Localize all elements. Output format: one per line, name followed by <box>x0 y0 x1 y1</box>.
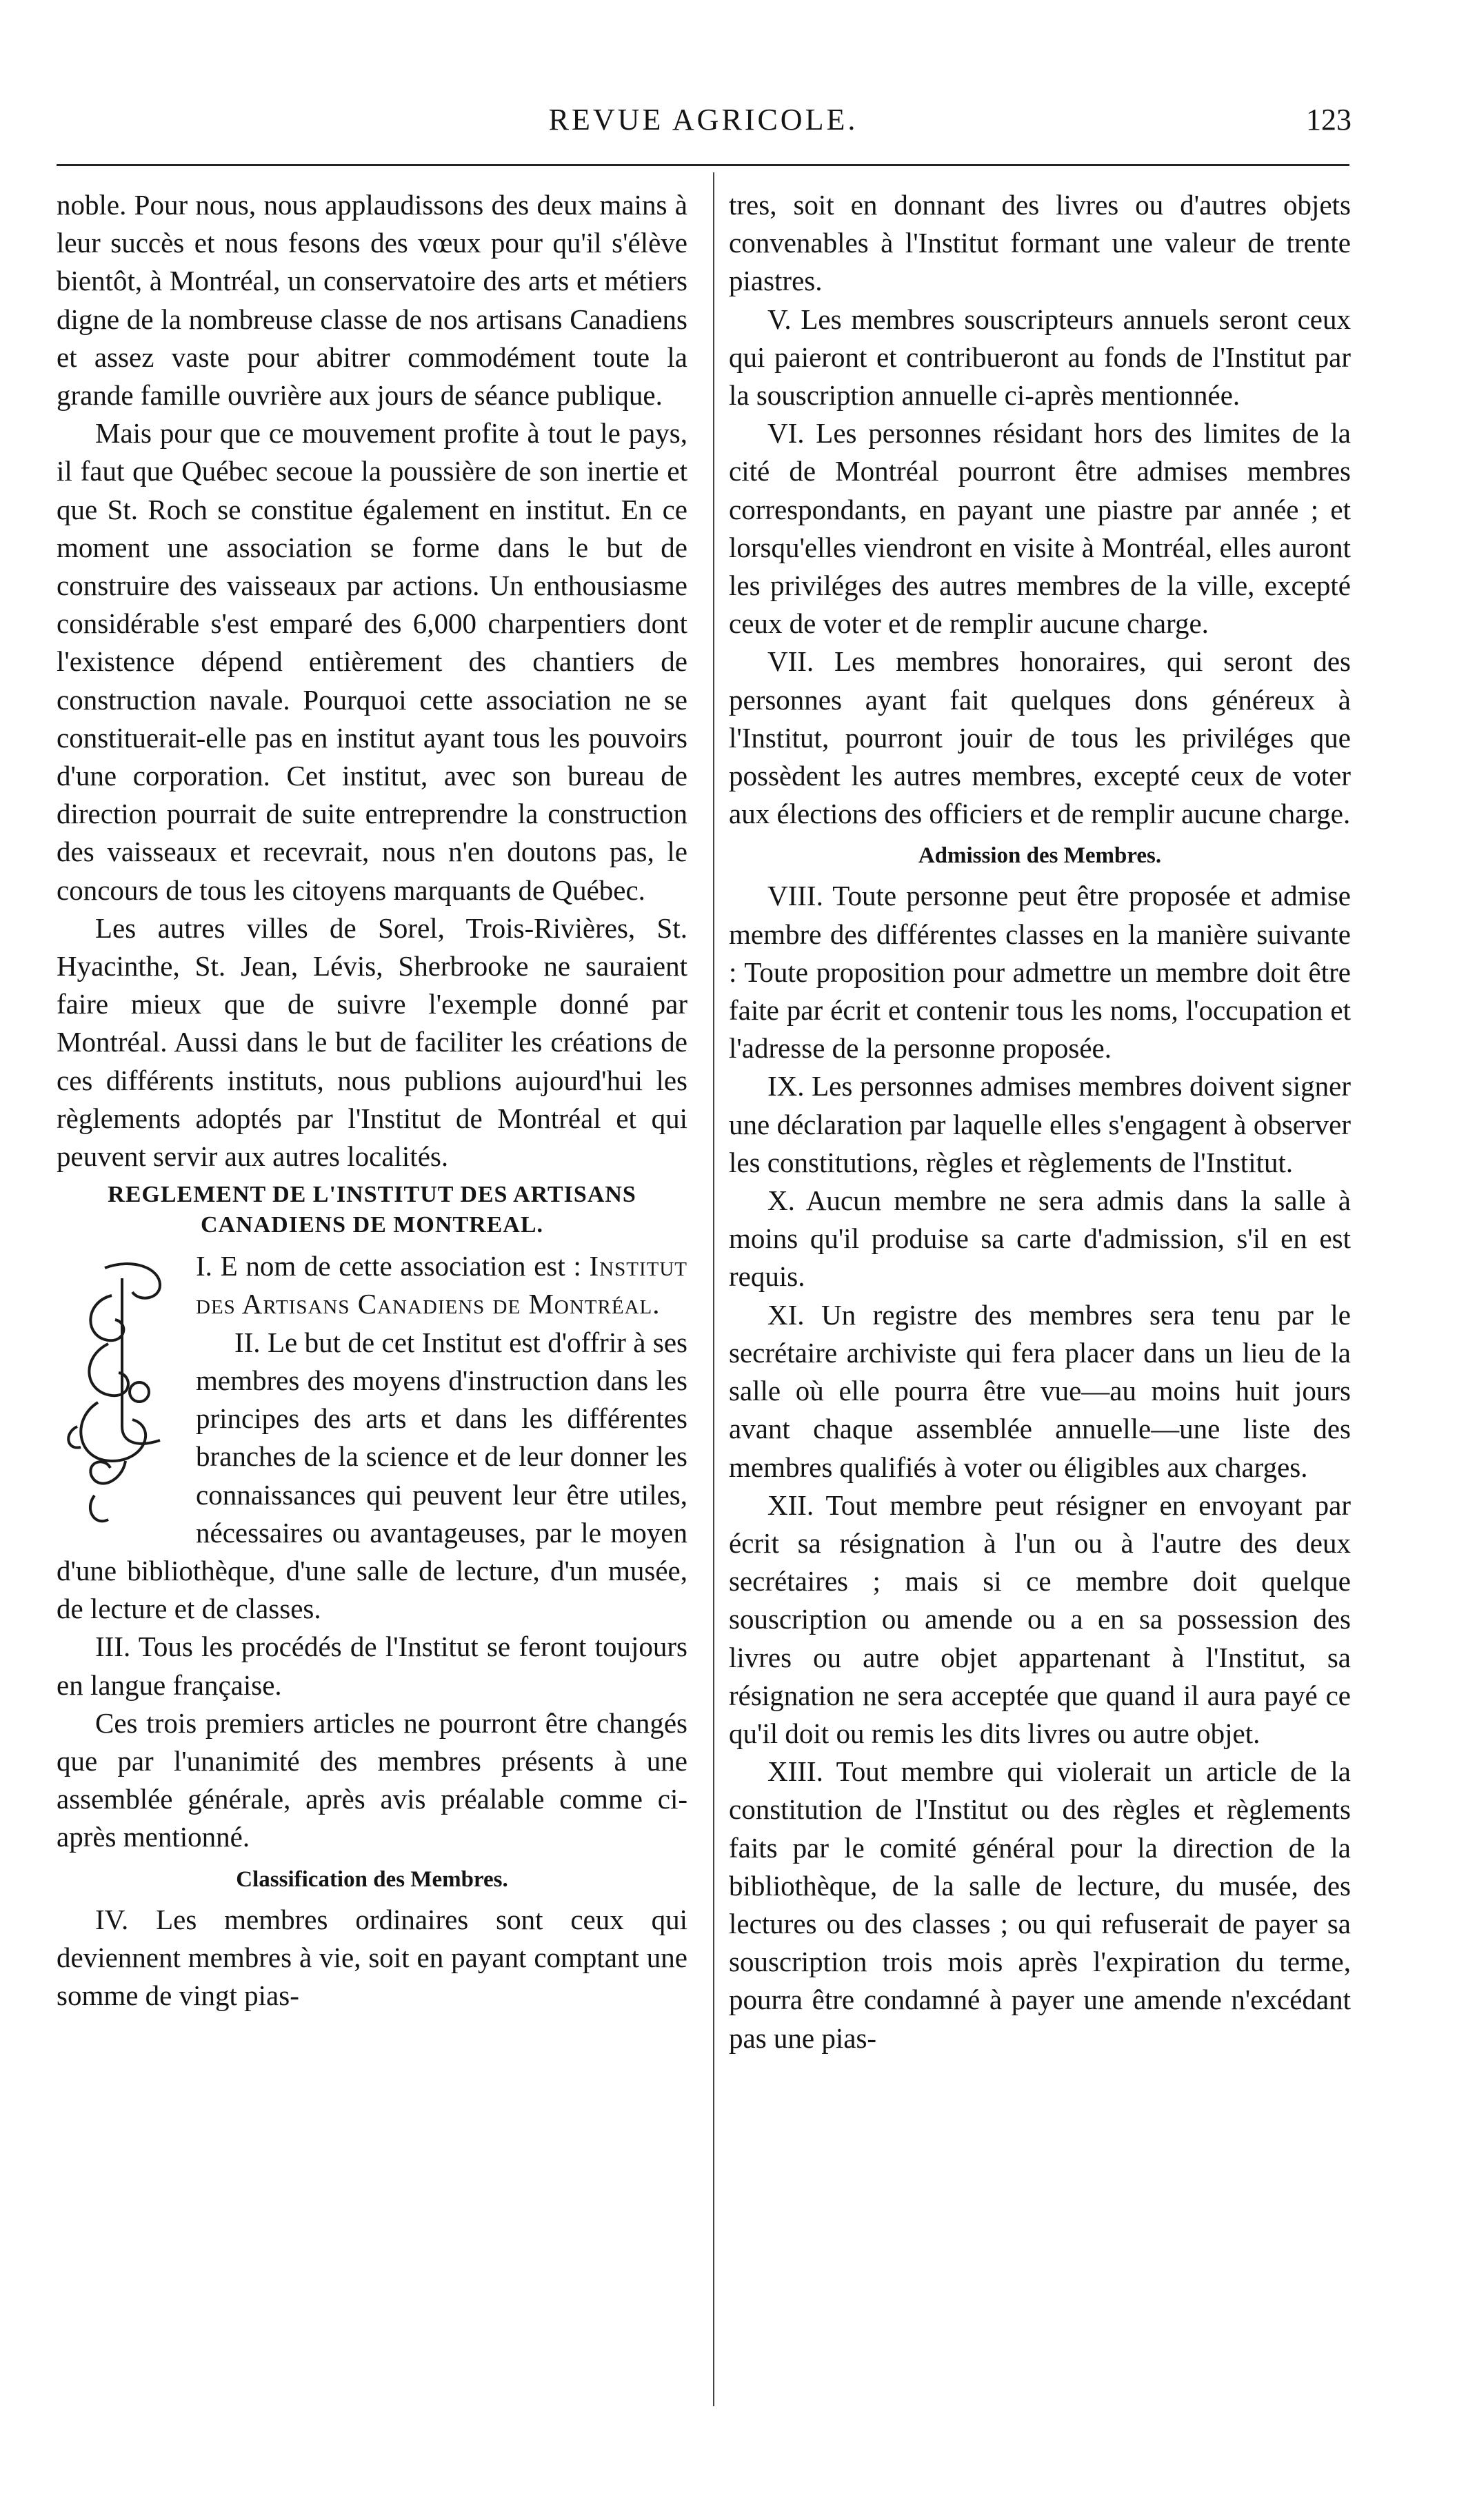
article-1-numeral: I. <box>196 1250 212 1282</box>
article-12: XII. Tout membre peut résigner en envoyant par écrit sa résignation à l'un ou à l'autre des deux secrétaires ; mais si ce membre doit quelque souscription ou amende ou a en sa possession des livres ou autre objet appartenant à l'Institut, sa résignation ne sera acceptée que quand il aura payé ce qu'il doit ou remis les dits livres ou autre objet. <box>729 1489 1351 1749</box>
reglement-heading: REGLEMENT DE L'INSTITUT DES ARTISANS CANADIENS DE MONTREAL. <box>108 1182 636 1238</box>
admission-heading: Admission des Membres. <box>918 843 1162 869</box>
article-8: VIII. Toute personne peut être proposée et admise membre des différentes classes en la manière suivante : Toute proposition pour admettre un membre doit être faite par écrit et contenir tous les noms, l'occupation et l'adresse de la personne proposée. <box>729 880 1351 1065</box>
article-4: IV. Les membres ordinaires sont ceux qui deviennent membres à vie, soit en payant comptant une somme de vingt pias- <box>57 1903 687 2011</box>
classification-heading: Classification des Membres. <box>236 1866 508 1892</box>
article-1-text: E nom de cette association est : <box>220 1250 581 1282</box>
article-3-note: Ces trois premiers articles ne pourront être changés que par l'unanimité des membres présents à une assemblée générale, après avis préalable comme ci-après mentionné. <box>57 1706 687 1853</box>
article-10: X. Aucun membre ne sera admis dans la salle à moins qu'il produise sa carte d'admission, s'il en est requis. <box>729 1185 1351 1293</box>
header-rule <box>57 164 1349 166</box>
article-4-continued: tres, soit en donnant des livres ou d'autres objets convenables à l'Institut formant une valeur de trente piastres. <box>729 189 1351 297</box>
ornamental-initial-l-icon <box>57 1254 186 1530</box>
paragraph: noble. Pour nous, nous applaudissons des deux mains à leur succès et nous fesons des vœux pour qu'il s'élève bientôt, à Montréal, un conservatoire des arts et métiers digne de la nombreuse classe de nos artisans Canadiens et assez vaste pour abitrer commodément toute la grande famille ouvrière aux jours de séance publique. <box>57 189 687 412</box>
page-number: 123 <box>1306 103 1352 137</box>
article-3: III. Tous les procédés de l'Institut se feront toujours en langue française. <box>57 1631 687 1701</box>
article-2: II. Le but de cet Institut est d'offrir à ses membres des moyens d'instruction dans les principes des arts et dans les différentes branches de la science et de leur donner les connaissances qui peuvent leur être utiles, nécessaires ou avantageuses, par le moyen d'une bibliothèque, d'une salle de lecture, d'un musée, de lecture et de classes. <box>57 1326 687 1625</box>
article-7: VII. Les membres honoraires, qui seront des personnes ayant fait quelques dons généreux à l'Institut, pourront jouir de tous les priviléges que possèdent les autres membres, excepté ceux de voter aux élections des officiers et de remplir aucune charge. <box>729 645 1351 830</box>
institute-name: Institut des Artisans Canadiens de Montréal. <box>196 1250 687 1320</box>
article-5: V. Les membres souscripteurs annuels seront ceux qui paieront et contribueront au fonds de l'Institut par la souscription annuelle ci-après mentionnée. <box>729 303 1351 412</box>
paragraph: Mais pour que ce mouvement profite à tout le pays, il faut que Québec secoue la poussière de son inertie et que St. Roch se constitue également en institut. En ce moment une association se forme dans le but de construire des vaisseaux par actions. Un enthousiasme considérable s'est emparé des 6,000 charpentiers dont l'existence dépend entièrement des chantiers de construction navale. Pourquoi cette association ne se constituerait-elle pas en institut ayant tous les pouvoirs d'une corporation. Cet institut, avec son bureau de direction pourrait de suite entreprendre la construction des vaisseaux et recevrait, nous n'en doutons pas, le concours de tous les citoyens marquants de Québec. <box>57 417 687 906</box>
article-1-block <box>57 1247 687 1628</box>
article-6: VI. Les personnes résidant hors des limites de la cité de Montréal pourront être admises membres correspondants, en payant une piastre par année ; et lorsqu'elles viendront en visite à Montréal, elles auront les priviléges des autres membres de la ville, excepté ceux de voter et de remplir aucune charge. <box>729 417 1351 640</box>
running-title: REVUE AGRICOLE. <box>548 103 858 137</box>
column-divider <box>713 172 714 2406</box>
running-header <box>55 97 1352 145</box>
article-13: XIII. Tout membre qui violerait un article de la constitution de l'Institut ou des règles et règlements faits par le comité général pour la direction de la bibliothèque, de la salle de lecture, du musée, des lectures ou des classes ; ou qui refuserait de payer sa souscription trois mois après l'expiration du terme, pourra être condamné à payer une amende n'excédant pas une pias- <box>729 1755 1351 2054</box>
left-column <box>57 186 687 2015</box>
right-column <box>729 186 1351 2057</box>
article-9: IX. Les personnes admises membres doivent signer une déclaration par laquelle elles s'engagent à observer les constitutions, règles et règlements de l'Institut. <box>729 1070 1351 1178</box>
paragraph: Les autres villes de Sorel, Trois-Rivières, St. Hyacinthe, St. Jean, Lévis, Sherbrooke ne sauraient faire mieux que de suivre l'exemple donné par Montréal. Aussi dans le but de faciliter les créations de ces différents instituts, nous publions aujourd'hui les règlements adoptés par l'Institut de Montréal et qui peuvent servir aux autres localités. <box>57 911 687 1173</box>
article-11: XI. Un registre des membres sera tenu par le secrétaire archiviste qui fera placer dans un lieu de la salle où elle pourra être vue—au moins huit jours avant chaque assemblée annuelle—une liste des membres qualifiés à voter ou éligibles aux charges. <box>729 1298 1351 1483</box>
